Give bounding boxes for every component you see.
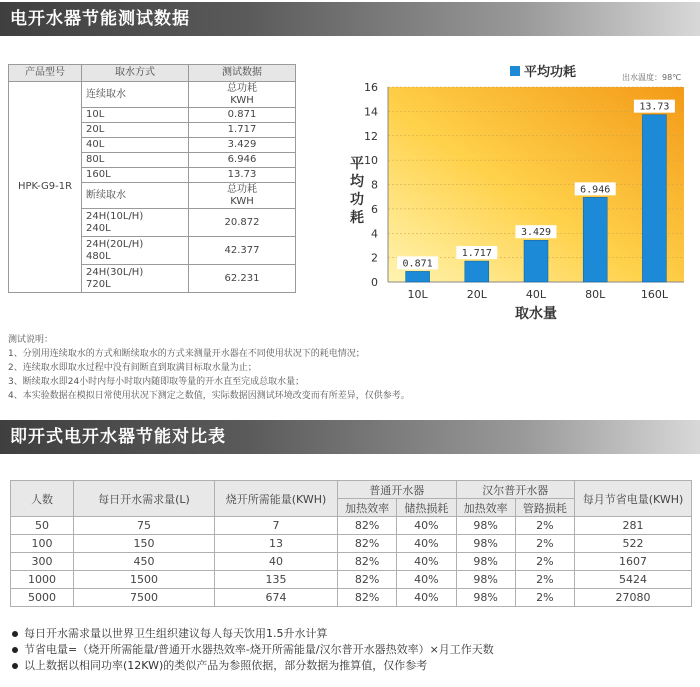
bullet-icon bbox=[12, 631, 18, 637]
table-row-value: 6.946 bbox=[189, 153, 296, 168]
table-cell-n_loss: 40% bbox=[397, 535, 456, 553]
table-cell-h_eff: 98% bbox=[456, 589, 515, 607]
x-tick-label: 80L bbox=[585, 288, 606, 301]
chart-canvas bbox=[340, 55, 695, 330]
table-row-value: 3.429 bbox=[189, 138, 296, 153]
data-label: 13.73 bbox=[639, 101, 670, 113]
bar-80L bbox=[583, 197, 607, 282]
x-tick-label: 10L bbox=[407, 288, 428, 301]
table-cell-water: 75 bbox=[74, 517, 215, 535]
table-row bbox=[11, 535, 692, 553]
y-tick-label: 6 bbox=[371, 202, 378, 216]
data-label: 3.429 bbox=[520, 227, 552, 239]
table-cell-h_eff: 98% bbox=[456, 535, 515, 553]
test-notes bbox=[8, 333, 410, 403]
y-tick-label: 10 bbox=[364, 154, 378, 168]
table-cell-people: 1000 bbox=[11, 571, 74, 589]
table-cell-n_loss: 40% bbox=[397, 571, 456, 589]
table-cell-saving: 522 bbox=[575, 535, 692, 553]
legend-label: 平均功耗 bbox=[524, 65, 577, 80]
bar-40L bbox=[524, 240, 548, 282]
table-cell-energy: 135 bbox=[215, 571, 338, 589]
table-row-value: 42.377 bbox=[189, 237, 296, 265]
table-cell-people: 300 bbox=[11, 553, 74, 571]
table-row-mode: 24H(10L/H) 240L bbox=[82, 209, 189, 237]
footer-note-item: 以上数据以相同功率(12KW)的类似产品为参照依据，部分数据为推算值，仅作参考 bbox=[12, 658, 494, 674]
table-cell-saving: 27080 bbox=[575, 589, 692, 607]
table-cell-n_eff: 82% bbox=[338, 517, 397, 535]
section-title-comparison: 即开式电开水器节能对比表 bbox=[0, 420, 700, 454]
table-cell-n_loss: 40% bbox=[397, 589, 456, 607]
notes-item: 2、连续取水即取水过程中没有间断直到取满目标取水量为止； bbox=[8, 363, 257, 373]
table-cell-water: 450 bbox=[74, 553, 215, 571]
y-tick-label: 2 bbox=[371, 251, 378, 265]
table-cell-n_eff: 82% bbox=[338, 535, 397, 553]
y-tick-label: 12 bbox=[364, 129, 378, 143]
header-mode: 取水方式 bbox=[82, 65, 189, 82]
table-row-mode: 24H(20L/H) 480L bbox=[82, 237, 189, 265]
header-pipe-loss: 管路损耗 bbox=[515, 499, 574, 517]
table-row bbox=[11, 589, 692, 607]
table-cell-people: 50 bbox=[11, 517, 74, 535]
table-row bbox=[11, 517, 692, 535]
table-row-value: 62.231 bbox=[189, 265, 296, 293]
header-hanerpu-heater: 汉尔普开水器 bbox=[456, 481, 575, 499]
table-row-mode: 20L bbox=[82, 123, 189, 138]
x-axis-label: 取水量 bbox=[515, 306, 557, 322]
temperature-note: 出水温度：98℃ bbox=[622, 73, 682, 82]
y-tick-label: 14 bbox=[364, 105, 378, 119]
table-cell-h_loss: 2% bbox=[515, 517, 574, 535]
comparison-table bbox=[10, 480, 692, 607]
y-tick-label: 4 bbox=[371, 227, 378, 241]
header-storage-loss: 储热损耗 bbox=[397, 499, 456, 517]
table-row-value: 1.717 bbox=[189, 123, 296, 138]
table-cell-water: 1500 bbox=[74, 571, 215, 589]
table-cell-h_eff: 98% bbox=[456, 553, 515, 571]
header-energy: 烧开所需能量(KWH) bbox=[215, 481, 338, 517]
notes-item: 3、断续取水即24小时内每小时取内随即取等量的开水直至完成总取水量； bbox=[8, 377, 305, 387]
table-cell-n_eff: 82% bbox=[338, 571, 397, 589]
y-tick-label: 8 bbox=[371, 178, 378, 192]
table-cell-water: 150 bbox=[74, 535, 215, 553]
table-row-mode: 80L bbox=[82, 153, 189, 168]
header-daily-water: 每日开水需求量(L) bbox=[74, 481, 215, 517]
data-label: 0.871 bbox=[402, 258, 433, 270]
x-tick-label: 160L bbox=[640, 288, 668, 301]
interrupted-unit: 总功耗 KWH bbox=[189, 183, 296, 209]
bullet-icon bbox=[12, 663, 18, 669]
table-row-mode: 160L bbox=[82, 168, 189, 183]
table-cell-n_loss: 40% bbox=[397, 553, 456, 571]
interrupted-label: 断续取水 bbox=[82, 183, 189, 209]
table-cell-n_eff: 82% bbox=[338, 589, 397, 607]
table-cell-h_eff: 98% bbox=[456, 517, 515, 535]
table-cell-energy: 7 bbox=[215, 517, 338, 535]
header-monthly-saving: 每月节省电量(KWH) bbox=[575, 481, 692, 517]
x-tick-label: 20L bbox=[466, 288, 487, 301]
table-cell-h_eff: 98% bbox=[456, 571, 515, 589]
footer-note-item: 每日开水需求量以世界卫生组织建议每人每天饮用1.5升水计算 bbox=[12, 626, 494, 642]
table-cell-energy: 13 bbox=[215, 535, 338, 553]
table-cell-people: 100 bbox=[11, 535, 74, 553]
y-axis-label: 平 均 功 耗 bbox=[350, 156, 364, 226]
table-cell-people: 5000 bbox=[11, 589, 74, 607]
header-model: 产品型号 bbox=[9, 65, 82, 82]
notes-item: 4、本实验数据在模拟日常使用状况下测定之数值，实际数据因测试环境改变而有所差异，仅供参考。 bbox=[8, 391, 410, 401]
table-cell-h_loss: 2% bbox=[515, 553, 574, 571]
table-cell-n_eff: 82% bbox=[338, 553, 397, 571]
test-data-table bbox=[8, 64, 296, 293]
table-row-mode: 10L bbox=[82, 108, 189, 123]
table-row-mode: 24H(30L/H) 720L bbox=[82, 265, 189, 293]
table-cell-h_loss: 2% bbox=[515, 589, 574, 607]
table-row-value: 0.871 bbox=[189, 108, 296, 123]
bar-10L bbox=[406, 271, 430, 282]
bar-20L bbox=[465, 261, 489, 282]
bullet-icon bbox=[12, 647, 18, 653]
table-cell-saving: 281 bbox=[575, 517, 692, 535]
y-tick-label: 16 bbox=[364, 81, 378, 94]
table-cell-energy: 674 bbox=[215, 589, 338, 607]
notes-item: 1、分别用连续取水的方式和断续取水的方式来测量开水器在不同使用状况下的耗电情况； bbox=[8, 349, 365, 359]
data-label: 6.946 bbox=[580, 184, 611, 196]
header-data: 测试数据 bbox=[189, 65, 296, 82]
continuous-unit: 总功耗 KWH bbox=[189, 82, 296, 108]
model-cell: HPK-G9-1R bbox=[9, 82, 82, 293]
power-chart bbox=[340, 55, 695, 330]
header-normal-heater: 普通开水器 bbox=[338, 481, 457, 499]
table-cell-saving: 5424 bbox=[575, 571, 692, 589]
header-heat-eff-2: 加热效率 bbox=[456, 499, 515, 517]
table-cell-water: 7500 bbox=[74, 589, 215, 607]
table-cell-n_loss: 40% bbox=[397, 517, 456, 535]
data-label: 1.717 bbox=[461, 248, 492, 260]
table-row bbox=[11, 571, 692, 589]
x-tick-label: 40L bbox=[525, 288, 547, 301]
table-cell-h_loss: 2% bbox=[515, 535, 574, 553]
table-row-value: 13.73 bbox=[189, 168, 296, 183]
table-row-mode: 40L bbox=[82, 138, 189, 153]
table-row bbox=[11, 553, 692, 571]
table-cell-saving: 1607 bbox=[575, 553, 692, 571]
continuous-label: 连续取水 bbox=[82, 82, 189, 108]
footer-note-item: 节省电量=（烧开所需能量/普通开水器热效率-烧开所需能量/汉尔普开水器热效率）×月工作天数 bbox=[12, 642, 494, 658]
table-cell-energy: 40 bbox=[215, 553, 338, 571]
y-tick-label: 0 bbox=[371, 276, 378, 289]
header-heat-eff: 加热效率 bbox=[338, 499, 397, 517]
section-title-test-data: 电开水器节能测试数据 bbox=[0, 2, 700, 36]
table-row-value: 20.872 bbox=[189, 209, 296, 237]
header-people: 人数 bbox=[11, 481, 74, 517]
footer-notes bbox=[12, 626, 494, 674]
table-cell-h_loss: 2% bbox=[515, 571, 574, 589]
notes-title: 测试说明： bbox=[8, 335, 54, 345]
bar-160L bbox=[642, 115, 666, 282]
